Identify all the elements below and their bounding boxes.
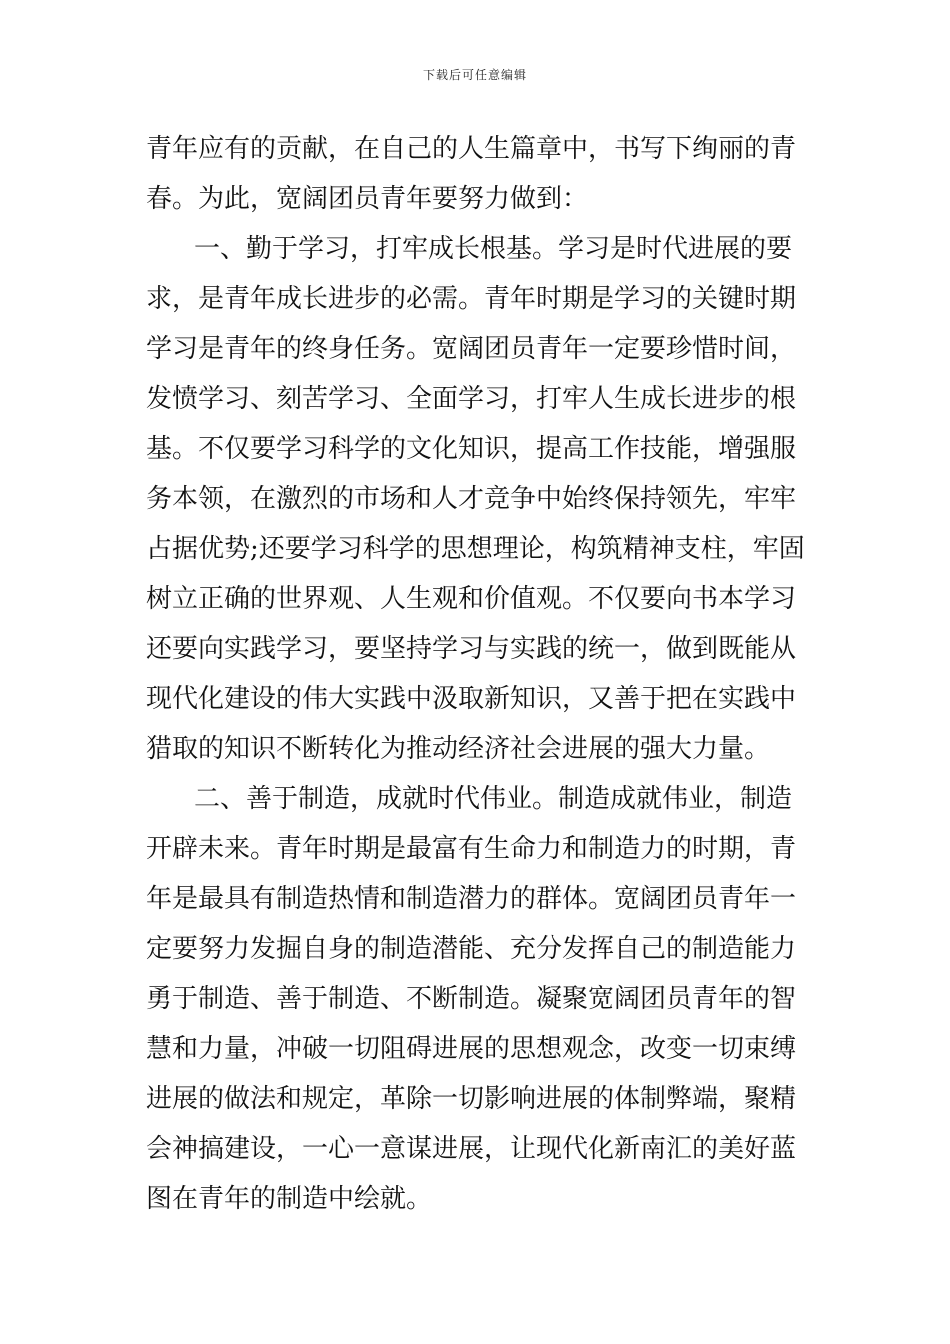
paragraph-line: 开辟未来。青年时期是最富有生命力和制造力的时期，青 [146,834,797,864]
paragraph-line: 勇于制造、善于制造、不断制造。凝聚宽阔团员青年的智 [146,984,797,1014]
paragraph-line: 还要向实践学习，要坚持学习与实践的统一，做到既能从 [146,634,797,664]
paragraph-line: 慧和力量，冲破一切阻碍进展的思想观念，改变一切束缚 [146,1034,797,1064]
paragraph-line: 务本领，在激烈的市场和人才竞争中始终保持领先，牢牢 [146,484,797,514]
paragraph-line: 发愤学习、刻苦学习、全面学习，打牢人生成长进步的根 [146,384,797,414]
paragraph-line: 会神搞建设，一心一意谋进展，让现代化新南汇的美好蓝 [146,1134,797,1164]
paragraph-line: 占据优势;还要学习科学的思想理论，构筑精神支柱，牢固 [146,534,805,564]
paragraph-line: 进展的做法和规定，革除一切影响进展的体制弊端，聚精 [146,1084,797,1114]
paragraph-line: 求，是青年成长进步的必需。青年时期是学习的关键时期 [146,284,797,314]
paragraph-line: 现代化建设的伟大实践中汲取新知识，又善于把在实践中 [146,684,797,714]
paragraph-line: 树立正确的世界观、人生观和价值观。不仅要向书本学习 [146,584,797,614]
paragraph-line: 一、勤于学习，打牢成长根基。学习是时代进展的要 [194,234,793,264]
paragraph-line: 春。为此，宽阔团员青年要努力做到： [146,184,589,214]
page-header: 下载后可任意编辑 [422,68,527,82]
document-body [146,124,806,1224]
paragraph-line: 年是最具有制造热情和制造潜力的群体。宽阔团员青年一 [146,884,797,914]
paragraph-line: 图在青年的制造中绘就。 [146,1184,433,1214]
paragraph-line: 青年应有的贡献，在自己的人生篇章中，书写下绚丽的青 [146,134,797,164]
paragraph-line: 猎取的知识不断转化为推动经济社会进展的强大力量。 [146,734,771,764]
paragraph-line: 二、善于制造，成就时代伟业。制造成就伟业，制造 [194,784,793,814]
paragraph-line: 定要努力发掘自身的制造潜能、充分发挥自己的制造能力 [146,934,797,964]
paragraph-line: 学习是青年的终身任务。宽阔团员青年一定要珍惜时间， [146,334,797,364]
paragraph-line: 基。不仅要学习科学的文化知识，提高工作技能，增强服 [146,434,797,464]
